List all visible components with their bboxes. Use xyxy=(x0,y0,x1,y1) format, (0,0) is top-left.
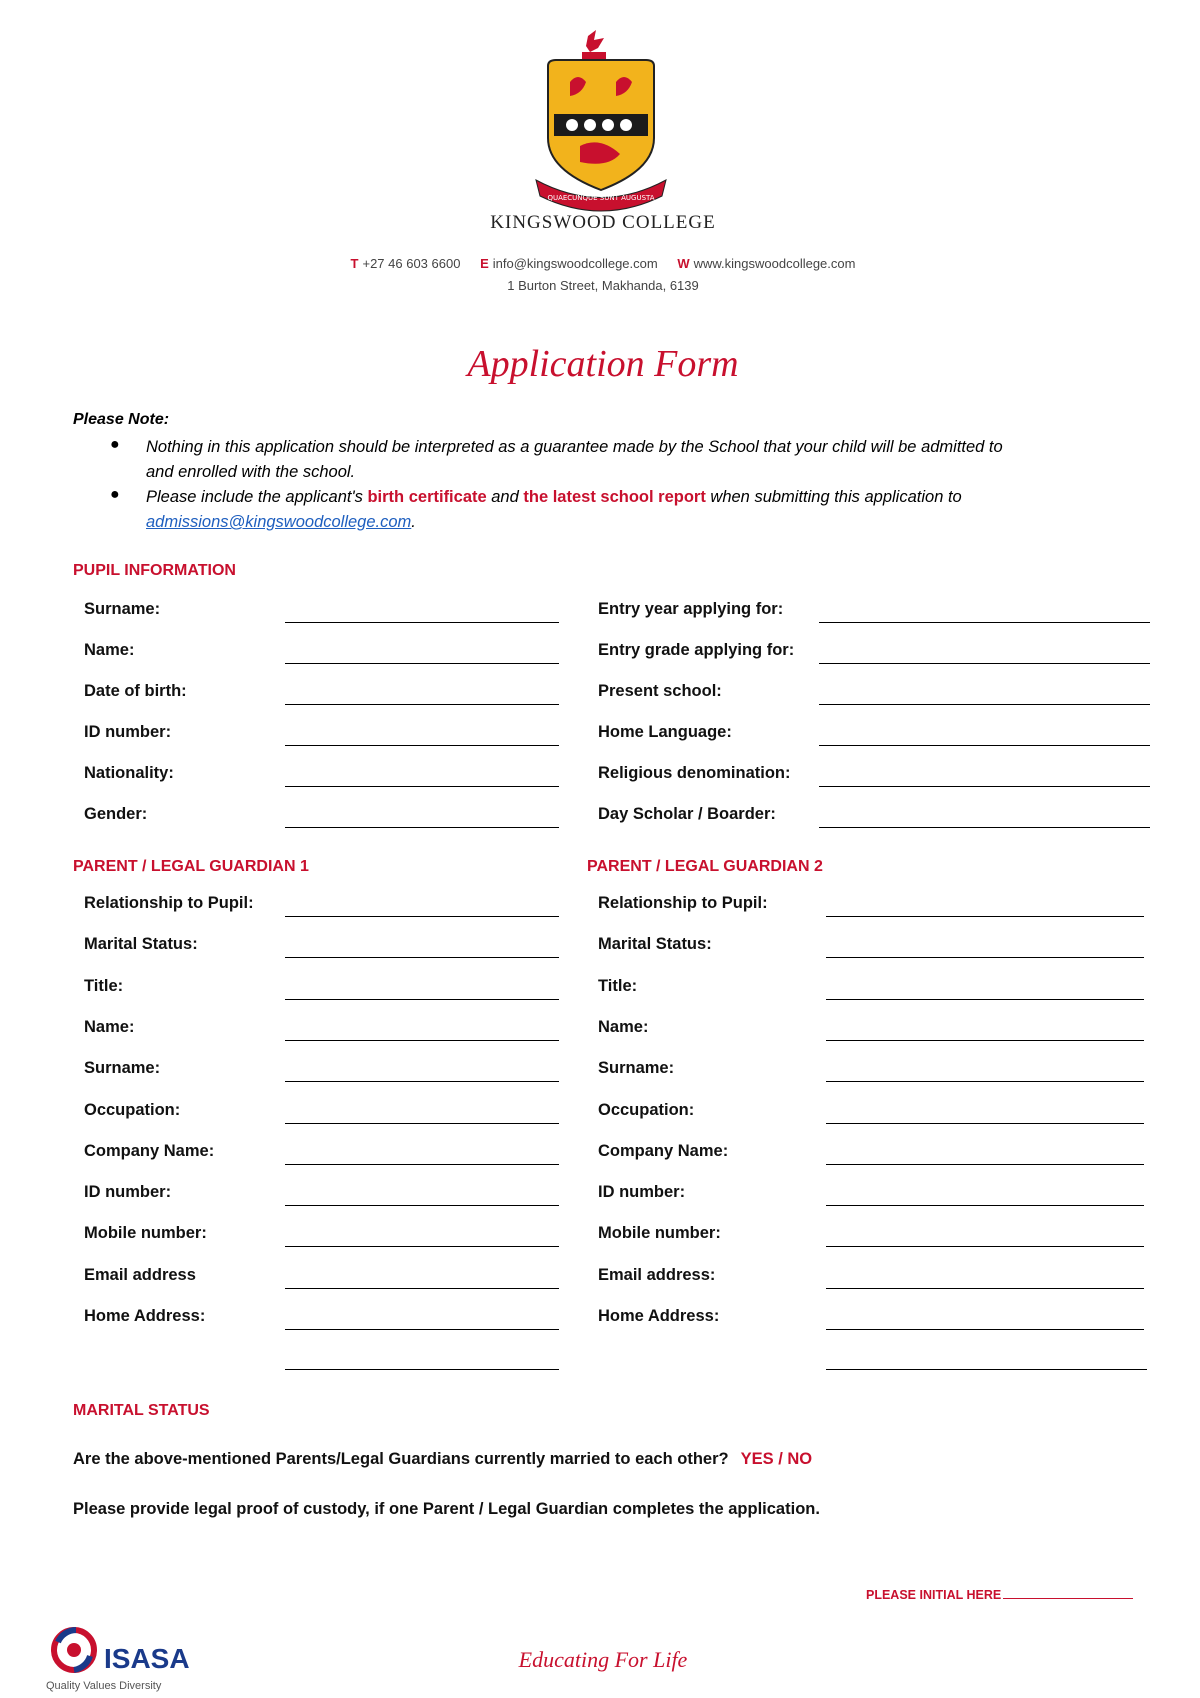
note-item-1-text: Nothing in this application should be interpreted as a guarantee made by the School that your child will be admitted to xyxy=(146,438,1003,456)
guardian-1-field-5-line[interactable] xyxy=(285,1123,559,1124)
tagline: Educating For Life xyxy=(518,1647,688,1672)
guardian-1-field-3-line[interactable] xyxy=(285,1040,559,1041)
pupil-left-field-1-label: Name: xyxy=(84,641,135,659)
guardian-1-field-1-line[interactable] xyxy=(285,957,559,958)
home-address-line-2-guardian-1[interactable] xyxy=(285,1369,559,1370)
guardian-1-field-0-line[interactable] xyxy=(285,916,559,917)
married-question-text: Are the above-mentioned Parents/Legal Guardians currently married to each other? xyxy=(73,1450,729,1468)
college-name: KINGSWOOD COLLEGE xyxy=(490,212,716,233)
guardian-1-field-7-line[interactable] xyxy=(285,1205,559,1206)
section-guardian-2: PARENT / LEGAL GUARDIAN 2 xyxy=(587,858,823,875)
pupil-right-field-0-line[interactable] xyxy=(819,622,1150,623)
guardian-2-field-0-line[interactable] xyxy=(826,916,1144,917)
guardian-2-field-2-label: Title: xyxy=(598,976,638,995)
note-birth-certificate: birth certificate xyxy=(367,488,487,506)
guardian-2-field-2-line[interactable] xyxy=(826,999,1144,1000)
guardian-1-field-4-line[interactable] xyxy=(285,1081,559,1082)
pupil-right-field-0-label: Entry year applying for: xyxy=(598,600,784,618)
guardian-2-field-1-label: Marital Status: xyxy=(598,935,712,954)
pupil-right-field-5-label: Day Scholar / Boarder: xyxy=(598,805,776,823)
initial-line[interactable] xyxy=(1003,1598,1133,1599)
pupil-left-field-0-line[interactable] xyxy=(285,622,559,623)
guardian-1-field-0-label: Relationship to Pupil: xyxy=(84,894,254,912)
guardian-2-field-1-line[interactable] xyxy=(826,957,1144,958)
phone-key: T xyxy=(350,256,359,271)
pupil-left-field-4-line[interactable] xyxy=(285,786,559,787)
custody-note: Please provide legal proof of custody, if one Parent / Legal Guardian completes the application. xyxy=(73,1500,820,1518)
guardian-2-field-3-line[interactable] xyxy=(826,1040,1144,1041)
guardian-1-field-5-label: Occupation: xyxy=(84,1100,181,1119)
web-key: W xyxy=(677,256,690,271)
yes-no-answer[interactable]: YES / NO xyxy=(740,1450,813,1468)
email-key: E xyxy=(480,256,489,271)
guardian-2-field-7-label: ID number: xyxy=(598,1183,686,1202)
guardian-1-field-8-label: Mobile number: xyxy=(84,1224,207,1243)
pupil-right-field-4-label: Religious denomination: xyxy=(598,764,791,782)
guardian-2-field-0-label: Relationship to Pupil: xyxy=(598,894,768,912)
section-marital-status: MARITAL STATUS xyxy=(73,1402,210,1419)
college-crest-logo xyxy=(530,30,672,215)
isasa-text: ISASA xyxy=(104,1643,190,1674)
initial-here[interactable] xyxy=(866,1588,1133,1602)
guardian-1-field-9-line[interactable] xyxy=(285,1288,559,1289)
pupil-left-field-2-label: Date of birth: xyxy=(84,682,187,700)
guardian-1-field-10-line[interactable] xyxy=(285,1329,559,1330)
guardian-2-field-8-label: Mobile number: xyxy=(598,1224,721,1243)
note-item-1 xyxy=(146,435,1136,485)
guardian-1-field-3-label: Name: xyxy=(84,1017,135,1036)
admissions-email-link[interactable]: admissions@kingswoodcollege.com xyxy=(146,513,412,531)
married-question xyxy=(73,1450,812,1469)
note-item-2 xyxy=(146,485,1136,535)
crest-motto: QUAECUNQUE SUNT AUGUSTA xyxy=(547,194,655,202)
note-school-report: the latest school report xyxy=(523,488,706,506)
contact-line xyxy=(0,256,1200,271)
note-heading: Please Note: xyxy=(73,411,170,428)
section-guardian-1: PARENT / LEGAL GUARDIAN 1 xyxy=(73,858,309,875)
pupil-left-field-3-line[interactable] xyxy=(285,745,559,746)
home-address-line-2-guardian-2[interactable] xyxy=(826,1369,1147,1370)
phone-number: +27 46 603 6600 xyxy=(362,256,461,271)
note-item-2-c: and xyxy=(486,488,524,506)
address: 1 Burton Street, Makhanda, 6139 xyxy=(507,278,699,293)
pupil-right-field-1-label: Entry grade applying for: xyxy=(598,641,795,659)
guardian-2-field-9-line[interactable] xyxy=(826,1288,1144,1289)
pupil-left-field-2-line[interactable] xyxy=(285,704,559,705)
pupil-left-field-5-label: Gender: xyxy=(84,805,148,823)
guardian-1-field-2-line[interactable] xyxy=(285,999,559,1000)
guardian-2-field-9-label: Email address: xyxy=(598,1265,716,1284)
contact-email: info@kingswoodcollege.com xyxy=(492,256,658,271)
pupil-right-field-2-label: Present school: xyxy=(598,682,722,700)
guardian-2-field-5-label: Occupation: xyxy=(598,1100,695,1119)
guardian-2-field-5-line[interactable] xyxy=(826,1123,1144,1124)
note-item-2-end: . xyxy=(411,513,416,531)
guardian-1-field-2-label: Title: xyxy=(84,976,124,995)
pupil-left-field-4-label: Nationality: xyxy=(84,764,174,782)
guardian-2-field-6-label: Company Name: xyxy=(598,1141,729,1160)
note-item-2-e: when submitting this application to xyxy=(705,488,962,506)
guardian-2-field-8-line[interactable] xyxy=(826,1246,1144,1247)
isasa-subtitle: Quality Values Diversity xyxy=(46,1680,162,1692)
note-item-1-cont: and enrolled with the school. xyxy=(146,463,356,481)
guardian-2-field-4-line[interactable] xyxy=(826,1081,1144,1082)
guardian-2-field-7-line[interactable] xyxy=(826,1205,1144,1206)
form-title: Application Form xyxy=(467,343,739,385)
pupil-left-field-0-label: Surname: xyxy=(84,600,161,618)
pupil-left-field-5-line[interactable] xyxy=(285,827,559,828)
bullet-icon: ● xyxy=(110,486,120,503)
website: www.kingswoodcollege.com xyxy=(693,256,856,271)
pupil-left-field-3-label: ID number: xyxy=(84,723,172,741)
pupil-right-field-5-line[interactable] xyxy=(819,827,1150,828)
pupil-right-field-2-line[interactable] xyxy=(819,704,1150,705)
guardian-1-field-1-label: Marital Status: xyxy=(84,935,198,954)
note-item-2-a: Please include the applicant's xyxy=(146,488,368,506)
guardian-1-field-9-label: Email address xyxy=(84,1265,196,1284)
guardian-2-field-6-line[interactable] xyxy=(826,1164,1144,1165)
section-pupil-information: PUPIL INFORMATION xyxy=(73,562,236,579)
guardian-1-field-6-line[interactable] xyxy=(285,1164,559,1165)
guardian-2-field-10-label: Home Address: xyxy=(598,1307,720,1325)
guardian-1-field-8-line[interactable] xyxy=(285,1246,559,1247)
guardian-1-field-7-label: ID number: xyxy=(84,1183,172,1202)
pupil-left-field-1-line[interactable] xyxy=(285,663,559,664)
pupil-right-field-1-line[interactable] xyxy=(819,663,1150,664)
guardian-2-field-3-label: Name: xyxy=(598,1017,649,1036)
pupil-right-field-3-label: Home Language: xyxy=(598,723,732,741)
guardian-1-field-6-label: Company Name: xyxy=(84,1141,215,1160)
initial-here-label: PLEASE INITIAL HERE xyxy=(866,1588,1002,1602)
pupil-right-field-3-line[interactable] xyxy=(819,745,1150,746)
guardian-1-field-10-label: Home Address: xyxy=(84,1307,206,1325)
guardian-1-field-4-label: Surname: xyxy=(84,1059,161,1078)
guardian-2-field-4-label: Surname: xyxy=(598,1059,675,1078)
bullet-icon: ● xyxy=(110,436,120,453)
guardian-2-field-10-line[interactable] xyxy=(826,1329,1144,1330)
pupil-right-field-4-line[interactable] xyxy=(819,786,1150,787)
